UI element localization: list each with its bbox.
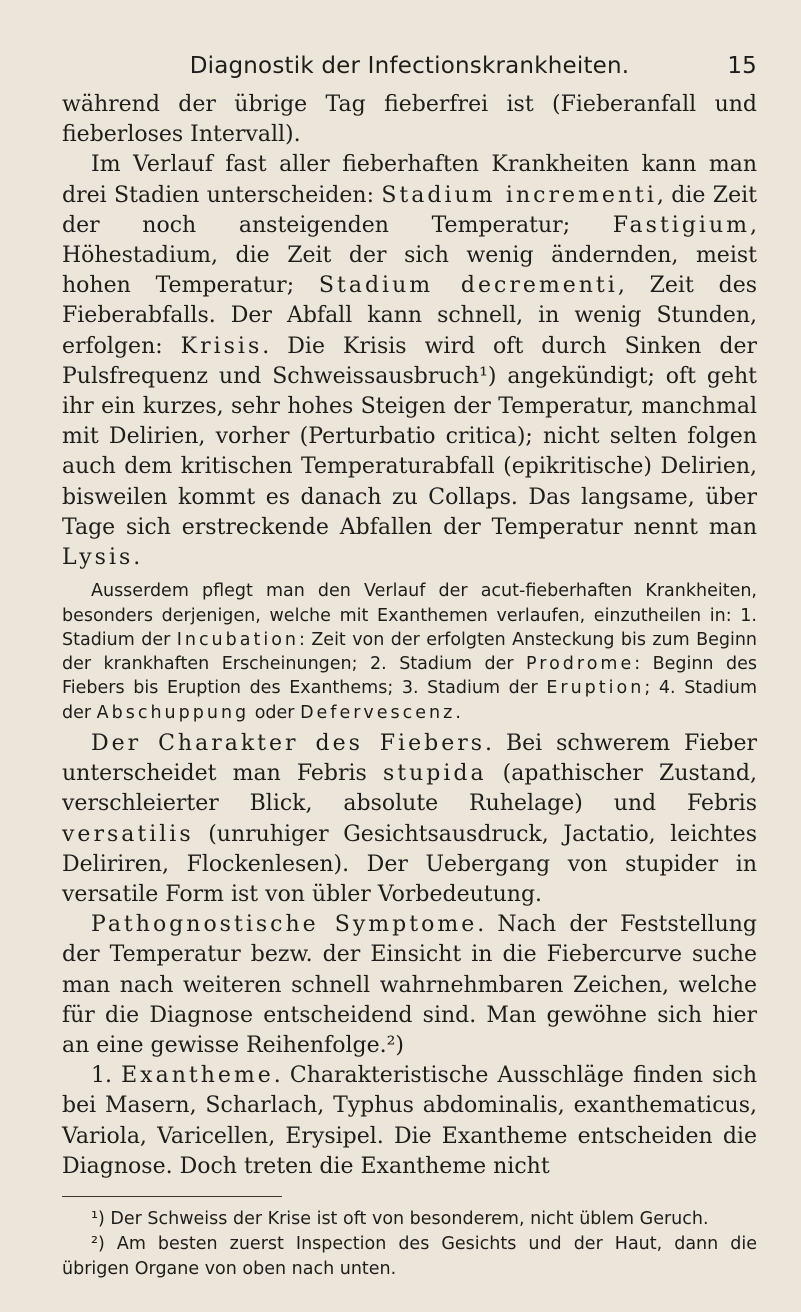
text-run: oder: [249, 702, 301, 723]
term-defervescenz: Defervescenz: [300, 702, 456, 723]
term-stadium-incrementi: Stadium incrementi: [381, 182, 657, 208]
paragraph-fever-intervals: [62, 90, 757, 150]
term-versatilis: versatilis: [62, 821, 194, 847]
term-krisis: Krisis: [180, 333, 263, 359]
paragraph-exantheme: [62, 1061, 757, 1182]
text-run: angekündigt; oft geht ihr ein kurzes, sehr hohes Steigen der Temperatur, manchmal mit Delirien, vorher (Perturbatio critica); nicht selten folgen auch dem kritischen Temperaturabfall (epikritische) Delirien, bisweilen kommt es danach zu Collaps. Das langsame, über Tage sich erstreckende Abfallen der Temperatur nennt man: [62, 363, 757, 540]
text-run: .: [133, 545, 141, 571]
small-print-paragraph-course: [62, 579, 757, 725]
paragraph-fever-stages: [62, 150, 757, 573]
text-run: , Höhestadium, die Zeit der sich wenig ändernden, meist hohen Temperatur;: [62, 212, 757, 299]
text-run: Ausserdem pflegt man den Verlauf der acut-fieberhaften Krankheiten, besonders derjenigen, welche mit Exanthemen verlaufen, einzutheilen in: 1. Stadium der: [62, 581, 757, 650]
text-run: : Zeit von der erfolgten Ansteckung bis zum Beginn der krankhaften Erscheinungen; 2. Stadium der: [62, 629, 758, 675]
term-prodrome: Prodrome: [526, 654, 635, 675]
footnote-mark: ¹): [91, 1209, 105, 1230]
paragraph-text: während der übrige Tag fieberfrei ist (Fieberanfall und fieberloses Intervall).: [62, 92, 757, 148]
text-run: .: [455, 702, 461, 723]
footnote-divider: [62, 1196, 282, 1197]
text-run: , die Zeit der noch ansteigenden Temperatur;: [62, 182, 757, 238]
term-incubation: Incubation: [176, 629, 300, 650]
running-head: [62, 50, 757, 90]
text-run: , Zeit des Fieberabfalls. Der Abfall kann schnell, in wenig Stunden, erfolgen:: [62, 273, 758, 359]
body-text: [62, 90, 757, 1182]
term-abschuppung: Abschuppung: [96, 702, 250, 723]
paragraph-pathognostic-symptoms: [62, 910, 757, 1061]
text-run: . Nach der Feststellung der Temperatur bezw. der Einsicht in die Fiebercurve suche man nach weiteren schnell wahrnehmbaren Zeichen, welche für die Diagnose entscheidend sind. Man gewöhne sich hier an eine gewisse Reihenfolge.: [62, 912, 757, 1059]
footnote-2: [62, 1232, 757, 1282]
text-run: . Die Krisis wird oft durch Sinken der Pulsfrequenz und Schweissausbruch: [62, 333, 757, 389]
section-heading-fever-character: Der Charakter des Fiebers: [91, 731, 486, 757]
footnotes: [62, 1207, 757, 1282]
list-number: 1.: [91, 1063, 122, 1089]
term-stadium-decrementi: Stadium decrementi: [318, 273, 618, 299]
text-run: (unruhiger Gesichtsausdruck, Jactatio, leichtes Deliriren, Flockenlesen). Der Uebergang von stupider in versatile Form ist von übler Vorbedeutung.: [62, 821, 757, 908]
paragraph-fever-character: [62, 729, 757, 910]
footnote-reference-1: ¹): [479, 363, 497, 389]
footnote-text: Am besten zuerst Inspection des Gesichts und der Haut, dann die übrigen Organe von oben nach unten.: [62, 1234, 757, 1280]
text-run: . Charakteristische Ausschläge finden sich bei Masern, Scharlach, Typhus abdominalis, exanthematicus, Variola, Varicellen, Erysipel. Die Exantheme entscheiden die Diagnose. Doch treten die Exantheme nicht: [62, 1063, 757, 1179]
running-title: Diagnostik der Infectionskrankheiten.: [189, 53, 630, 79]
text-run: . Bei schwerem Fieber unterscheidet man Febris: [62, 731, 757, 787]
footnote-mark: ²): [91, 1234, 105, 1255]
footnote-text: Der Schweiss der Krise ist oft von besonderem, nicht üblem Geruch.: [104, 1209, 709, 1230]
page-number: 15: [727, 53, 757, 79]
text-run: Im Verlauf fast aller fieberhaften Krankheiten kann man drei Stadien unterscheiden:: [62, 152, 757, 208]
section-heading-exantheme: Exantheme: [121, 1063, 274, 1089]
footnote-1: [62, 1207, 757, 1232]
footnote-reference-2: ²): [386, 1033, 404, 1059]
text-run: ; 4. Stadium der: [62, 678, 757, 723]
section-heading-pathognostic-symptoms: Pathognostische Symptome: [91, 912, 478, 938]
text-run: : Beginn des Fiebers bis Eruption des Exanthems; 3. Stadium der: [62, 654, 757, 699]
text-run: (apathischer Zustand, verschleierter Blick, absolute Ruhelage) und Febris: [62, 761, 757, 817]
term-lysis: Lysis: [62, 545, 134, 571]
term-eruption: Eruption: [546, 678, 645, 699]
term-fastigium: Fastigium: [612, 212, 750, 238]
term-stupida: stupida: [382, 761, 487, 787]
